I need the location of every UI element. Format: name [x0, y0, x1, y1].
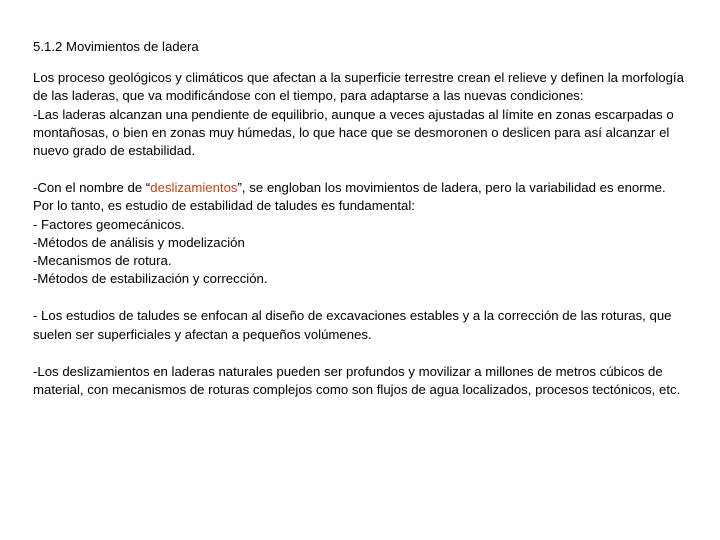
natural-landslides-paragraph: -Los deslizamientos en laderas naturales pueden ser profundos y movilizar a millones de metros cúbicos de material, con mecanismos de roturas complejos como son flujos de agua localizados, procesos tectónicos, etc. — [33, 363, 681, 398]
study-item-geomechanical-factors: - Factores geomecánicos. — [33, 216, 185, 232]
slopes-paragraph: -Las laderas alcanzan una pendiente de equilibrio, aunque a veces ajustadas al límite en zonas escarpadas o montañosas, o bien en zonas muy húmedas, lo que hace que se desmoronen o deslicen para así alcanzar el nuevo grado de estabilidad. — [33, 106, 674, 159]
intro-block — [33, 69, 695, 160]
slope-studies-block — [33, 307, 695, 343]
study-item-stabilization-methods: -Métodos de estabilización y corrección. — [33, 271, 268, 287]
highlighted-term-deslizamientos: deslizamientos — [150, 180, 238, 196]
landslides-block — [33, 179, 695, 288]
study-item-failure-mechanisms: -Mecanismos de rotura. — [33, 253, 172, 269]
study-item-analysis-methods: -Métodos de análisis y modelización — [33, 234, 245, 250]
landslide-sentence-start: -Con el nombre de “ — [33, 180, 151, 196]
intro-paragraph: Los proceso geológicos y climáticos que afectan a la superficie terrestre crean el relieve y definen la morfología de las laderas, que va modificándose con el tiempo, para adaptarse a las nuevas condiciones: — [33, 70, 684, 104]
natural-landslides-block — [33, 363, 695, 399]
section-heading: 5.1.2 Movimientos de ladera — [33, 39, 199, 54]
study-intro: Por lo tanto, es estudio de estabilidad de taludes es fundamental: — [33, 198, 415, 214]
slope-studies-paragraph: - Los estudios de taludes se enfocan al diseño de excavaciones estables y a la corrección de las roturas, que suelen ser superficiales y afectan a pequeños volúmenes. — [33, 308, 672, 342]
landslide-sentence-end: ”, se engloban los movimientos de ladera, pero la variabilidad es enorme. — [237, 180, 666, 196]
document-page — [33, 38, 695, 418]
landslide-sentence — [33, 179, 695, 197]
